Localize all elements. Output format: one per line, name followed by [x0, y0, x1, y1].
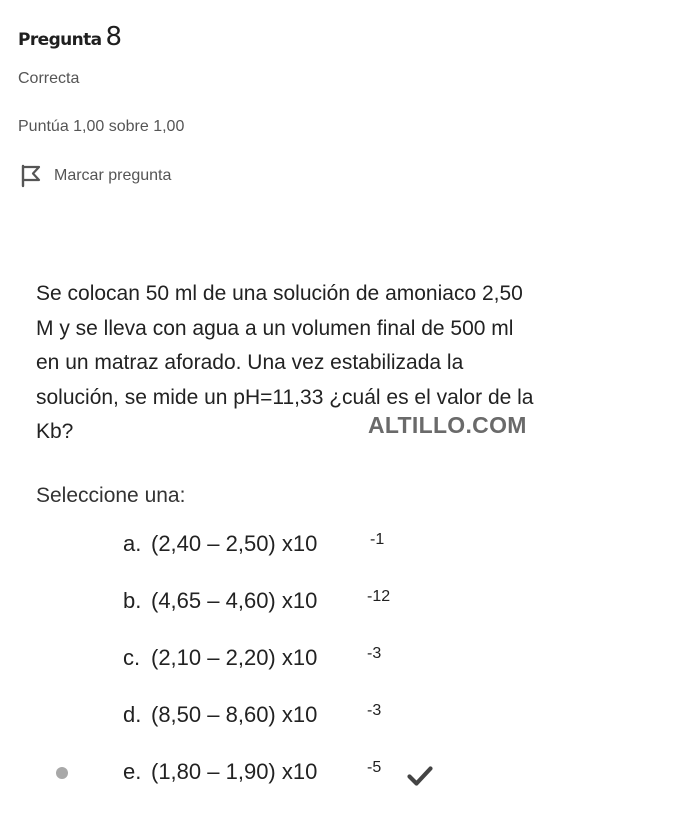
answer-option-b[interactable]: [0, 574, 700, 632]
question-grade: Puntúa 1,00 sobre 1,00: [18, 118, 185, 135]
answer-letter: e.: [123, 759, 142, 784]
question-text-line: Se colocan 50 ml de una solución de amoniaco 2,50: [36, 282, 523, 305]
question-info: [0, 0, 700, 230]
question-text-line: solución, se mide un pH=11,33 ¿cuál es el valor de la: [36, 385, 534, 409]
answer-base: (2,40 – 2,50) x10: [151, 531, 318, 556]
radio-button[interactable]: [56, 596, 68, 608]
question-state: Correcta: [18, 70, 80, 87]
answer-letter: d.: [123, 702, 142, 727]
question-number: 8: [105, 22, 123, 52]
flag-question-label: Marcar pregunta: [54, 167, 172, 184]
answer-option-a[interactable]: [0, 517, 700, 575]
radio-button[interactable]: [56, 653, 68, 665]
radio-button[interactable]: [56, 539, 68, 551]
answer-base: (1,80 – 1,90) x10: [151, 759, 318, 784]
question-text: [36, 277, 636, 450]
question-text-line: M y se lleva con agua a un volumen final de 500 ml: [36, 316, 514, 340]
answer-base: (4,65 – 4,60) x10: [151, 588, 318, 613]
question-text-line: Kb?: [36, 420, 74, 443]
answer-exponent: -12: [367, 588, 391, 605]
answer-letter: b.: [123, 588, 142, 613]
checkmark-icon: [407, 765, 433, 787]
radio-button[interactable]: [56, 710, 68, 722]
answer-letter: a.: [123, 531, 142, 556]
radio-button-selected[interactable]: [56, 767, 68, 779]
answer-exponent: -1: [370, 531, 385, 548]
answer-text: [151, 588, 391, 614]
flag-question-link[interactable]: [20, 164, 171, 188]
answer-exponent: -3: [367, 702, 382, 719]
answer-text: [151, 645, 382, 671]
answer-prompt: Seleccione una:: [36, 484, 186, 507]
answer-option-e[interactable]: [0, 745, 700, 803]
answer-base: (8,50 – 8,60) x10: [151, 702, 318, 727]
answer-exponent: -5: [367, 759, 382, 776]
answer-option-d[interactable]: [0, 688, 700, 746]
answer-text: [151, 702, 382, 728]
answer-letter: c.: [123, 645, 141, 670]
answer-text: [151, 531, 385, 557]
question-title: [18, 22, 122, 52]
answer-text: [151, 759, 382, 785]
question-text-line: en un matraz aforado. Una vez estabilizada la: [36, 351, 464, 374]
question-word: Pregunta: [18, 30, 102, 50]
flag-outline-icon: [20, 164, 42, 188]
answer-option-c[interactable]: [0, 631, 700, 689]
answer-exponent: -3: [367, 645, 382, 662]
answer-base: (2,10 – 2,20) x10: [151, 645, 318, 670]
watermark-text: ALTILLO.COM: [368, 412, 527, 438]
